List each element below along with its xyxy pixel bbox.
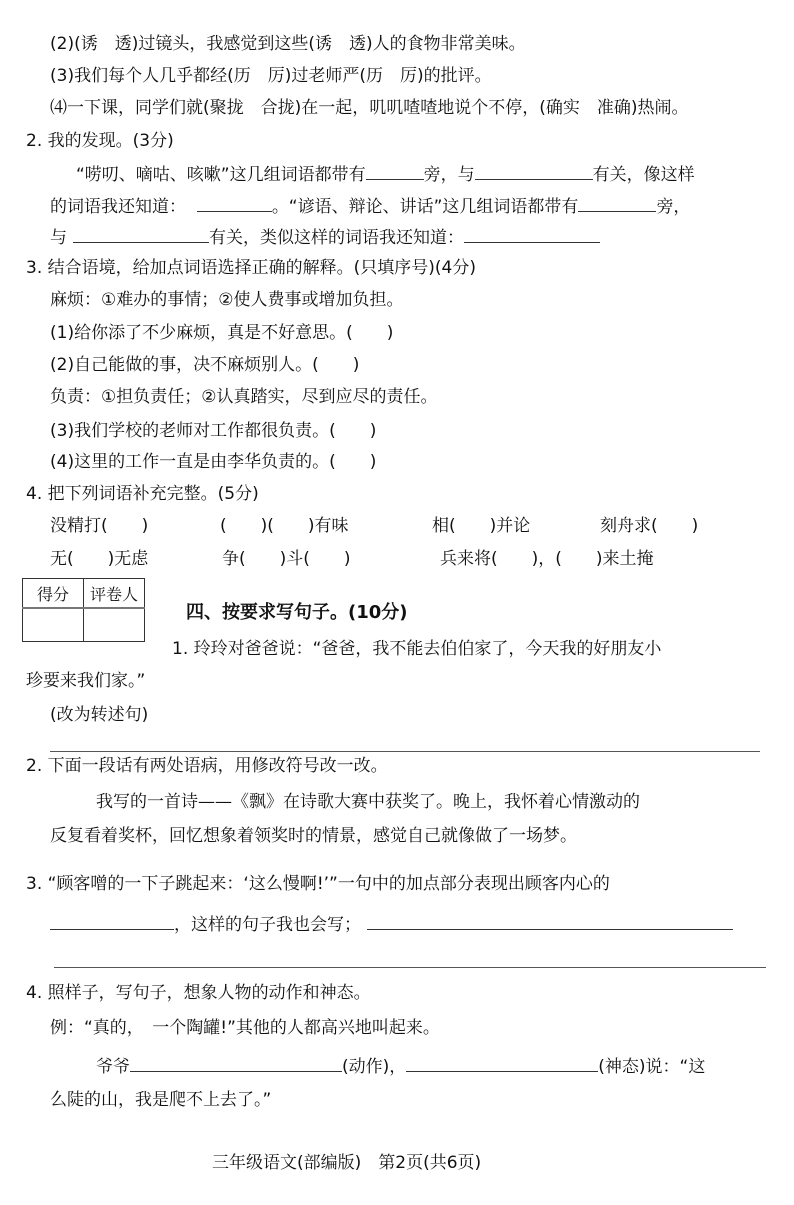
q4-item: 刻舟求( )	[600, 516, 699, 536]
s4-q4: 4. 照样子，写句子，想象人物的动作和神态。	[26, 983, 371, 1003]
score-cell[interactable]	[23, 608, 84, 642]
q2-line1	[76, 163, 695, 186]
section-heading: 四、按要求写句子。(10分)	[186, 602, 408, 623]
q3-line: (1)给你添了不少麻烦，真是不好意思。( )	[50, 323, 394, 343]
grader-header: 评卷人	[84, 579, 145, 609]
q2-line3	[50, 226, 600, 249]
text: 有关，像这样	[592, 165, 695, 185]
text: 旁，	[656, 197, 691, 217]
page-footer: 三年级语文(部编版) 第2页(共6页)	[212, 1153, 482, 1173]
text: 。“谚语、辩论、讲话”这几组词语都带有	[271, 197, 579, 217]
q4-item: 兵来将( )，( )来土掩	[440, 549, 654, 569]
answer-blank[interactable]	[475, 163, 593, 180]
q3-line: (3)我们学校的老师对工作都很负责。( )	[50, 421, 377, 441]
q1-item-2: (2)(诱 透)过镜头，我感觉到这些(诱 透)人的食物非常美味。	[50, 34, 526, 54]
s4-q2-para: 反复看着奖杯，回忆想象着领奖时的情景，感觉自己就像做了一场梦。	[50, 826, 577, 846]
answer-blank[interactable]	[197, 195, 272, 212]
q4-item: 无( )无虑	[50, 549, 149, 569]
answer-blank[interactable]	[366, 163, 424, 180]
answer-blank[interactable]	[406, 1055, 598, 1072]
s4-q2-para: 我写的一首诗——《飘》在诗歌大赛中获奖了。晚上，我怀着心情激动的	[96, 792, 640, 812]
q3-line: 负责：①担负责任；②认真踏实，尽到应尽的责任。	[50, 387, 438, 407]
text: 与	[50, 228, 67, 248]
answer-blank[interactable]	[464, 226, 600, 243]
text: 爷爷	[96, 1057, 130, 1077]
q3-line: (2)自己能做的事，决不麻烦别人。( )	[50, 355, 360, 375]
q4-title: 4. 把下列词语补充完整。(5分)	[26, 484, 259, 504]
q2-line2	[50, 195, 690, 218]
text: (神态)说：“这	[598, 1057, 706, 1077]
text: (动作)，	[342, 1057, 407, 1077]
q4-item: 没精打( )	[50, 516, 149, 536]
s4-q1-line2: 珍要来我们家。”	[26, 671, 146, 691]
text: 的词语我还知道：	[50, 197, 186, 217]
answer-line[interactable]	[54, 967, 766, 968]
q3-line: 麻烦：①难办的事情；②使人费事或增加负担。	[50, 290, 404, 310]
grader-cell[interactable]	[84, 608, 145, 642]
s4-q3: 3. “顾客噌的一下子跳起来：‘这么慢啊!’”一句中的加点部分表现出顾客内心的	[26, 874, 610, 894]
q4-item: 相( )并论	[432, 516, 531, 536]
score-header: 得分	[23, 579, 84, 609]
s4-q4-line2: 么陡的山，我是爬不上去了。”	[50, 1090, 272, 1110]
s4-q4-line1	[96, 1055, 705, 1078]
answer-blank[interactable]	[367, 913, 733, 930]
q4-item: 争( )斗( )	[222, 549, 351, 569]
answer-blank[interactable]	[578, 195, 656, 212]
text: 有关，类似这样的词语我还知道：	[209, 228, 464, 248]
s4-q4-example: 例：“真的， 一个陶罐!”其他的人都高兴地叫起来。	[50, 1018, 440, 1038]
text: 旁，与	[423, 165, 475, 185]
q2-title: 2. 我的发现。(3分)	[26, 131, 174, 151]
s4-q3-line2	[50, 913, 733, 936]
answer-blank[interactable]	[73, 226, 209, 243]
answer-line[interactable]	[50, 751, 760, 752]
q3-line: (4)这里的工作一直是由李华负责的。( )	[50, 452, 377, 472]
text: ，这样的句子我也会写；	[174, 915, 361, 935]
s4-q1-instruction: (改为转述句)	[50, 705, 149, 725]
q1-item-3: (3)我们每个人几乎都经(历 厉)过老师严(历 厉)的批评。	[50, 66, 492, 86]
s4-q1-line1: 1. 玲玲对爸爸说：“爸爸，我不能去伯伯家了，今天我的好朋友小	[172, 639, 662, 659]
q3-title: 3. 结合语境，给加点词语选择正确的解释。(只填序号)(4分)	[26, 258, 476, 278]
q1-item-4: ⑷一下课，同学们就(聚拢 合拢)在一起，叽叽喳喳地说个不停，(确实 准确)热闹。	[50, 98, 689, 118]
text: “唠叨、嘀咕、咳嗽”这几组词语都带有	[76, 165, 366, 185]
score-table	[22, 578, 145, 642]
answer-blank[interactable]	[50, 913, 174, 930]
answer-blank[interactable]	[130, 1055, 342, 1072]
q4-item: ( )( )有味	[220, 516, 349, 536]
s4-q2: 2. 下面一段话有两处语病，用修改符号改一改。	[26, 756, 388, 776]
